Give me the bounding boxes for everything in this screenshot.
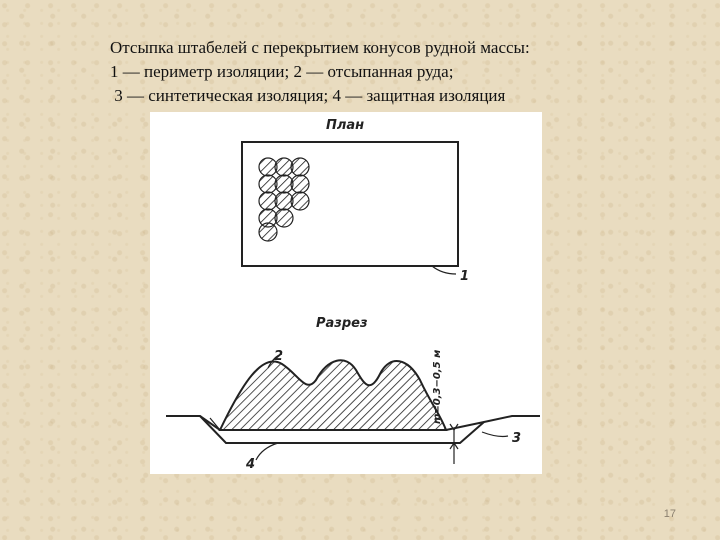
cone: [291, 175, 309, 193]
diagram-figure: [150, 112, 542, 474]
cone: [259, 158, 277, 176]
cone: [275, 209, 293, 227]
cone: [275, 158, 293, 176]
plan-title: План: [326, 118, 365, 133]
label-1: 1: [460, 269, 470, 284]
caption: [110, 36, 670, 108]
label-3: 3: [512, 431, 522, 446]
cone: [291, 192, 309, 210]
leader-line-1: [432, 266, 456, 274]
caption-line-2: 1 — периметр изоляции; 2 — отсыпанная руда;: [110, 62, 454, 81]
cone: [291, 158, 309, 176]
leader-line-4: [256, 443, 278, 460]
label-2: 2: [274, 349, 284, 364]
caption-line-3: 3 — синтетическая изоляция; 4 — защитная изоляция: [110, 86, 506, 105]
cone: [259, 175, 277, 193]
cone: [275, 192, 293, 210]
ore-stack: [220, 360, 446, 430]
leader-line-3: [482, 432, 508, 437]
dimension-label: m=0,3−0,5 м: [432, 349, 443, 424]
label-4: 4: [246, 457, 256, 472]
cone-grid: [259, 158, 309, 241]
diagram-svg: [150, 112, 542, 474]
cone: [259, 192, 277, 210]
section-title: Разрез: [316, 316, 368, 331]
cone: [275, 175, 293, 193]
cone: [259, 223, 277, 241]
caption-line-1: Отсыпка штабелей с перекрытием конусов рудной массы:: [110, 38, 530, 57]
slide-number: 17: [663, 508, 676, 520]
